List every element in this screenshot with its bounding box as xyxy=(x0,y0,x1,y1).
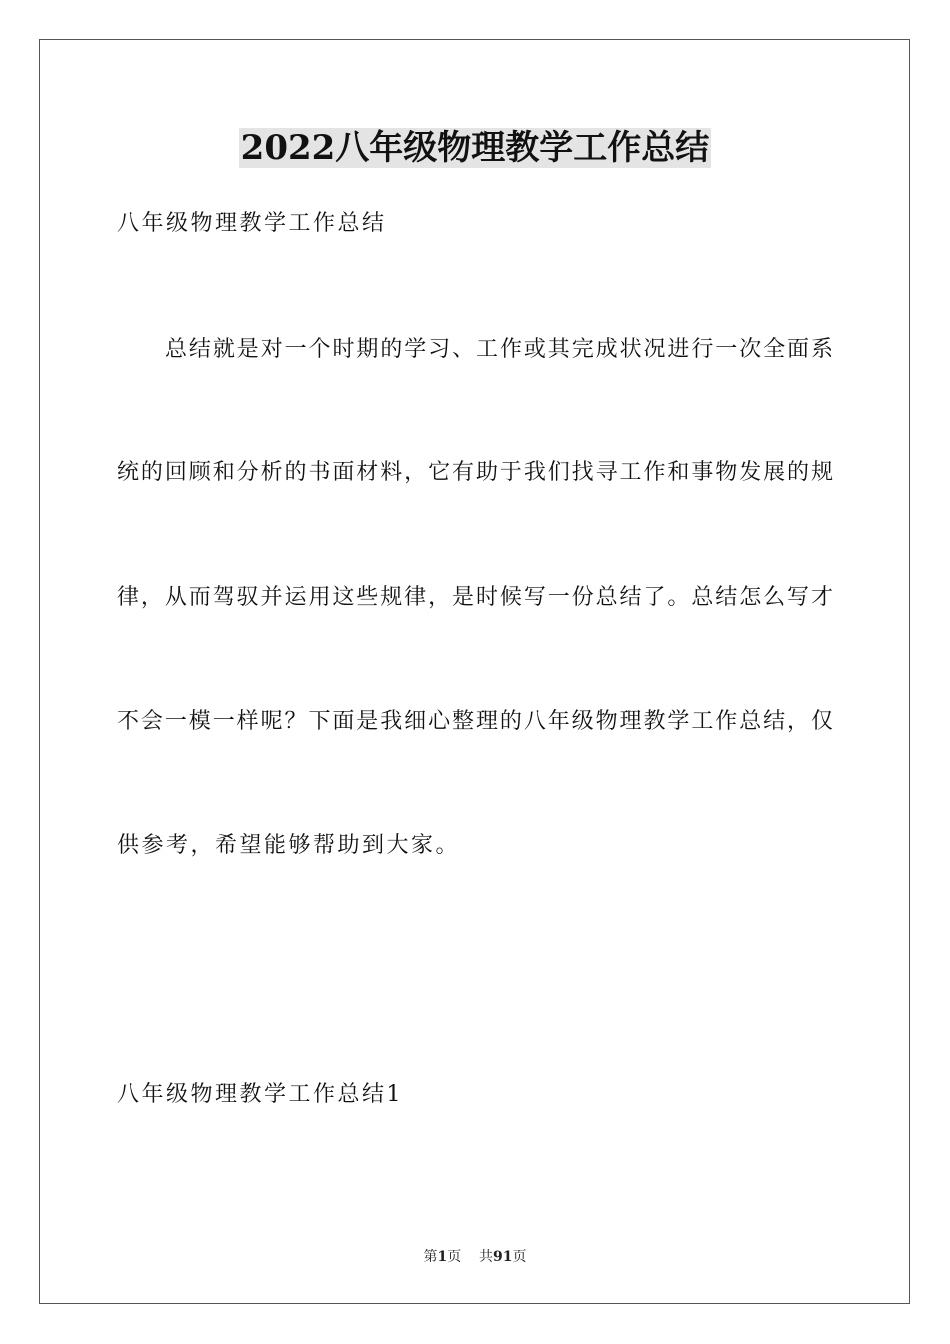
footer-page-suffix: 页 xyxy=(447,1249,462,1265)
document-title-text: 2022八年级物理教学工作总结 xyxy=(240,128,710,168)
footer-total-prefix: 共 xyxy=(479,1249,494,1265)
paragraph-line-4: 不会一模一样呢？下面是我细心整理的八年级物理教学工作总结，仅 xyxy=(117,709,833,734)
document-subtitle: 八年级物理教学工作总结 xyxy=(117,211,387,236)
paragraph-line-2: 统的回顾和分析的书面材料，它有助于我们找寻工作和事物发展的规 xyxy=(117,460,833,485)
footer-page-current: 1 xyxy=(437,1249,448,1265)
paragraph-line-3: 律，从而驾驭并运用这些规律，是时候写一份总结了。总结怎么写才 xyxy=(117,585,833,610)
page-footer xyxy=(0,1247,950,1267)
footer-page-total: 91 xyxy=(493,1249,513,1265)
document-title xyxy=(0,126,950,170)
footer-page-prefix: 第 xyxy=(423,1249,438,1265)
section-heading: 八年级物理教学工作总结1 xyxy=(117,1082,403,1107)
paragraph-line-1: 总结就是对一个时期的学习、工作或其完成状况进行一次全面系 xyxy=(165,337,833,362)
footer-total-suffix: 页 xyxy=(512,1249,527,1265)
paragraph-line-5: 供参考，希望能够帮助到大家。 xyxy=(117,833,461,858)
